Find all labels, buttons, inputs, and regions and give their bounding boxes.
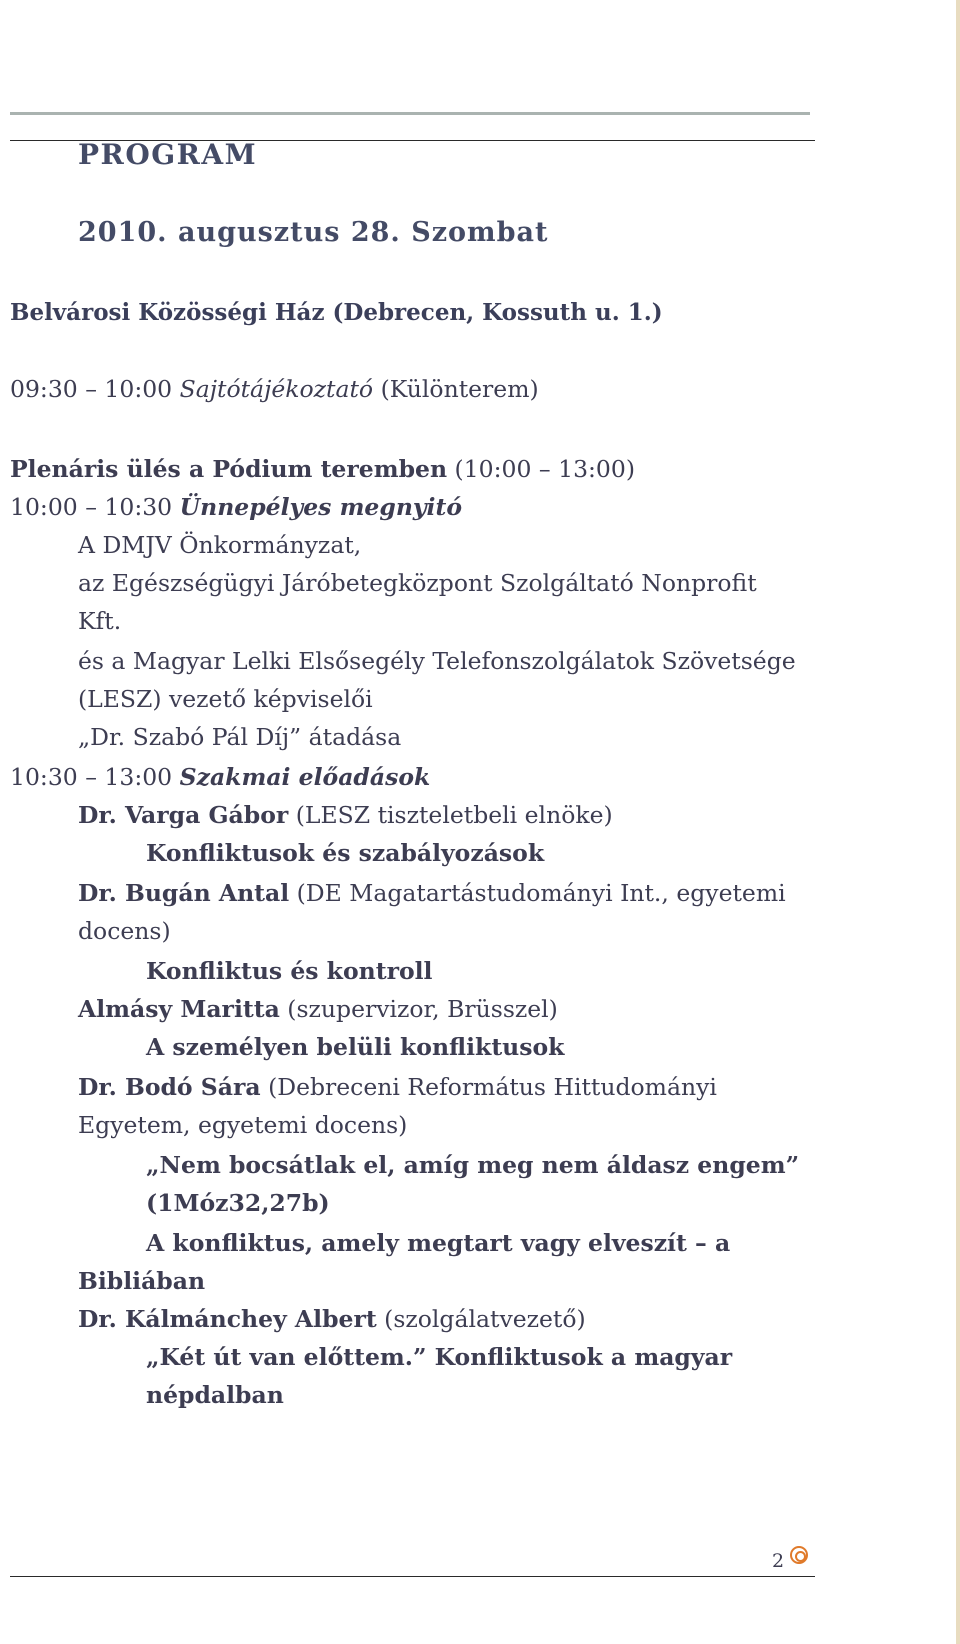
speaker-affiliation: (LESZ tiszteletbeli elnöke) bbox=[288, 801, 613, 829]
speaker-affiliation: (szupervizor, Brüsszel) bbox=[279, 995, 558, 1023]
speaker-name: Dr. Varga Gábor bbox=[78, 801, 289, 829]
speaker-name: Dr. Bugán Antal bbox=[78, 879, 290, 907]
opening-text: és a Magyar Lelki Elsősegély Telefonszolgálatok Szövetsége bbox=[78, 647, 796, 675]
opening-text: (LESZ) vezető képviselői bbox=[78, 685, 373, 713]
spiral-ornament-icon bbox=[790, 1546, 808, 1564]
speaker-affiliation-cont: Egyetem, egyetemi docens) bbox=[78, 1111, 408, 1139]
talk-title-cont: Bibliában bbox=[78, 1267, 206, 1295]
plenary-title: Plenáris ülés a Pódium teremben bbox=[10, 455, 448, 483]
lectures-time: 10:30 – 13:00 bbox=[10, 763, 173, 791]
speaker-line bbox=[78, 1304, 586, 1334]
header-rule-grey bbox=[10, 112, 810, 115]
talk-title: Konfliktus és kontroll bbox=[146, 957, 433, 985]
opening-time: 10:00 – 10:30 bbox=[10, 493, 173, 521]
talk-title: A konfliktus, amely megtart vagy elveszít – a bbox=[146, 1229, 731, 1257]
press-room: (Különterem) bbox=[380, 375, 539, 403]
press-name: Sajtótájékoztató bbox=[179, 375, 374, 403]
lectures-line bbox=[10, 762, 430, 792]
press-time: 09:30 – 10:00 bbox=[10, 375, 173, 403]
talk-title: Konfliktusok és szabályozások bbox=[146, 839, 545, 867]
lectures-name: Szakmai előadások bbox=[179, 763, 431, 791]
plenary-time: (10:00 – 13:00) bbox=[454, 455, 636, 483]
footer-rule bbox=[10, 1576, 815, 1577]
page-title: PROGRAM bbox=[78, 138, 258, 171]
speaker-line bbox=[78, 1072, 717, 1102]
speaker-name: Almásy Maritta bbox=[78, 995, 280, 1023]
opening-text: Kft. bbox=[78, 607, 122, 635]
talk-title: A személyen belüli konfliktusok bbox=[146, 1033, 565, 1061]
opening-text: A DMJV Önkormányzat, bbox=[78, 531, 362, 559]
press-conference-line bbox=[10, 374, 539, 404]
speaker-line bbox=[78, 994, 558, 1024]
opening-text: az Egészségügyi Járóbetegközpont Szolgáltató Nonprofit bbox=[78, 569, 757, 597]
speaker-affiliation: (DE Magatartástudományi Int., egyetemi bbox=[289, 879, 786, 907]
talk-title-cont: népdalban bbox=[146, 1381, 284, 1409]
speaker-line bbox=[78, 800, 613, 830]
speaker-name: Dr. Bodó Sára bbox=[78, 1073, 261, 1101]
talk-title-cont: (1Móz32,27b) bbox=[146, 1189, 330, 1217]
talk-title: „Két út van előttem.” Konfliktusok a magyar bbox=[146, 1343, 733, 1371]
speaker-name: Dr. Kálmánchey Albert bbox=[78, 1305, 377, 1333]
award-line: „Dr. Szabó Pál Díj” átadása bbox=[78, 723, 402, 751]
speaker-line bbox=[78, 878, 786, 908]
page-number: 2 bbox=[772, 1550, 785, 1572]
speaker-affiliation-cont: docens) bbox=[78, 917, 171, 945]
talk-title: „Nem bocsátlak el, amíg meg nem áldasz engem” bbox=[146, 1151, 800, 1179]
opening-name: Ünnepélyes megnyitó bbox=[179, 493, 463, 521]
program-date: 2010. augusztus 28. Szombat bbox=[78, 217, 549, 248]
speaker-affiliation: (szolgálatvezető) bbox=[376, 1305, 586, 1333]
speaker-affiliation: (Debreceni Református Hittudományi bbox=[260, 1073, 717, 1101]
page-edge bbox=[956, 0, 960, 1644]
plenary-line bbox=[10, 454, 635, 484]
opening-line bbox=[10, 492, 462, 522]
venue: Belvárosi Közösségi Ház (Debrecen, Kossuth u. 1.) bbox=[10, 299, 663, 326]
